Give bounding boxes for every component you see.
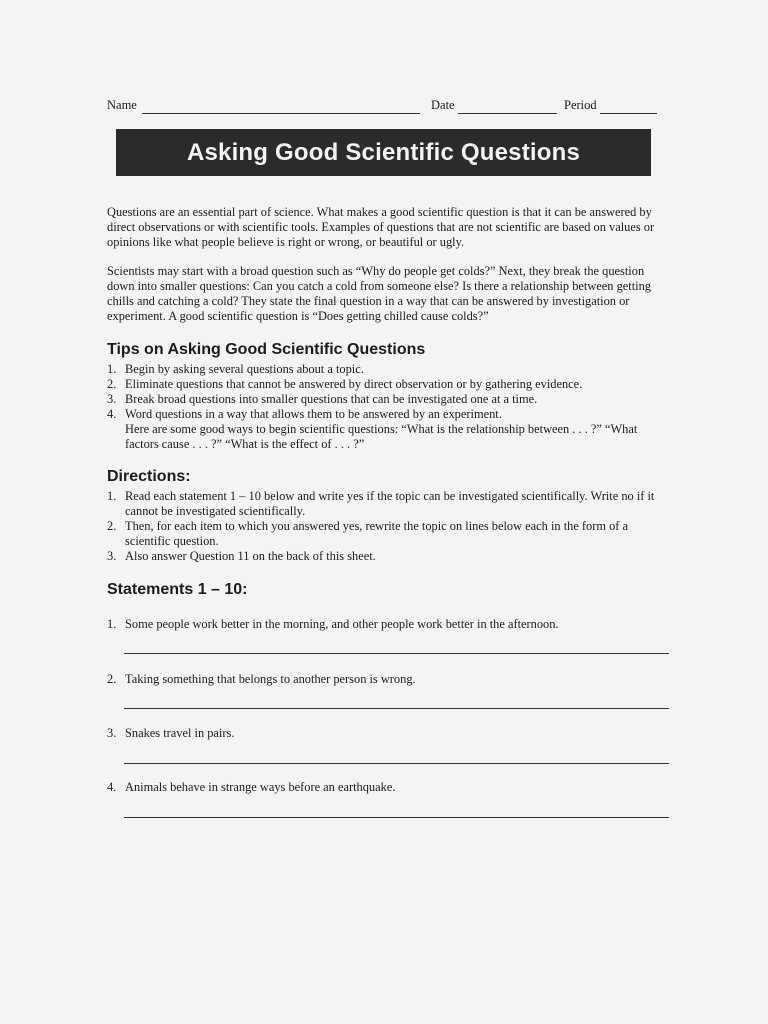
list-text: Break broad questions into smaller questions that can be investigated one at a time. — [125, 392, 538, 406]
intro-paragraph-1: Questions are an essential part of science. What makes a good scientific question is that it can be answered by direct observations or with scientific tools. Examples of questions that are not scientific are based on values or opinions like what people believe is right or wrong, or beautiful or ugly. — [107, 205, 655, 249]
statement-text: Animals behave in strange ways before an earthquake. — [125, 780, 396, 794]
list-number: 3. — [107, 392, 117, 406]
student-info-header — [107, 98, 657, 118]
statement-number: 3. — [107, 726, 117, 740]
list-number: 4. — [107, 407, 117, 421]
page-title: Asking Good Scientific Questions — [116, 129, 651, 176]
list-number: 1. — [107, 362, 117, 376]
list-text: Eliminate questions that cannot be answered by direct observation or by gathering evidence. — [125, 377, 583, 391]
list-item — [107, 549, 672, 564]
date-field[interactable] — [458, 113, 557, 114]
list-number: 1. — [107, 489, 117, 503]
tips-heading: Tips on Asking Good Scientific Questions — [107, 341, 426, 358]
list-item — [107, 489, 672, 519]
statement-text: Some people work better in the morning, and other people work better in the afternoon. — [125, 617, 559, 631]
answer-line[interactable] — [124, 653, 669, 654]
list-text: Then, for each item to which you answered yes, rewrite the topic on lines below each in the form of a scientific question. — [125, 519, 629, 548]
period-label: Period — [564, 98, 597, 112]
statement-text: Taking something that belongs to another person is wrong. — [125, 672, 416, 686]
list-number: 2. — [107, 519, 117, 533]
list-text: Also answer Question 11 on the back of this sheet. — [125, 549, 376, 563]
list-item — [107, 519, 672, 549]
statements-heading: Statements 1 – 10: — [107, 581, 248, 598]
answer-line[interactable] — [124, 708, 669, 709]
date-label: Date — [431, 98, 455, 112]
list-item — [107, 407, 672, 422]
statement-number: 4. — [107, 780, 117, 794]
period-field[interactable] — [600, 113, 657, 114]
list-item — [107, 377, 672, 392]
name-field[interactable] — [142, 113, 420, 114]
examples-text: Here are some good ways to begin scientific questions: “What is the relationship between . . . ?” “What factors cause . . . ?” “What is the effect of . . . ?” — [125, 422, 638, 451]
statement-number: 2. — [107, 672, 117, 686]
list-text: Word questions in a way that allows them to be answered by an experiment. — [125, 407, 502, 421]
list-number: 2. — [107, 377, 117, 391]
answer-line[interactable] — [124, 763, 669, 764]
statement-number: 1. — [107, 617, 117, 631]
list-text: Read each statement 1 – 10 below and write yes if the topic can be investigated scientifically. Write no if it cannot be investigated scientifically. — [125, 489, 655, 518]
intro-paragraph-2: Scientists may start with a broad question such as “Why do people get colds?” Next, they break the question down into smaller questions: Can you catch a cold from someone else? Is there a relationship between getting chills and catching a cold? They state the final question in a way that can be answered by investigation or experiment. A good scientific question is “Does getting chilled cause colds?” — [107, 264, 652, 323]
answer-line[interactable] — [124, 817, 669, 818]
list-item — [107, 362, 672, 377]
directions-heading: Directions: — [107, 468, 191, 485]
directions-list — [107, 489, 672, 564]
statement-text: Snakes travel in pairs. — [125, 726, 235, 740]
list-item — [107, 392, 672, 407]
name-label: Name — [107, 98, 137, 112]
list-text: Begin by asking several questions about a topic. — [125, 362, 364, 376]
tips-list — [107, 362, 672, 452]
list-number: 3. — [107, 549, 117, 563]
